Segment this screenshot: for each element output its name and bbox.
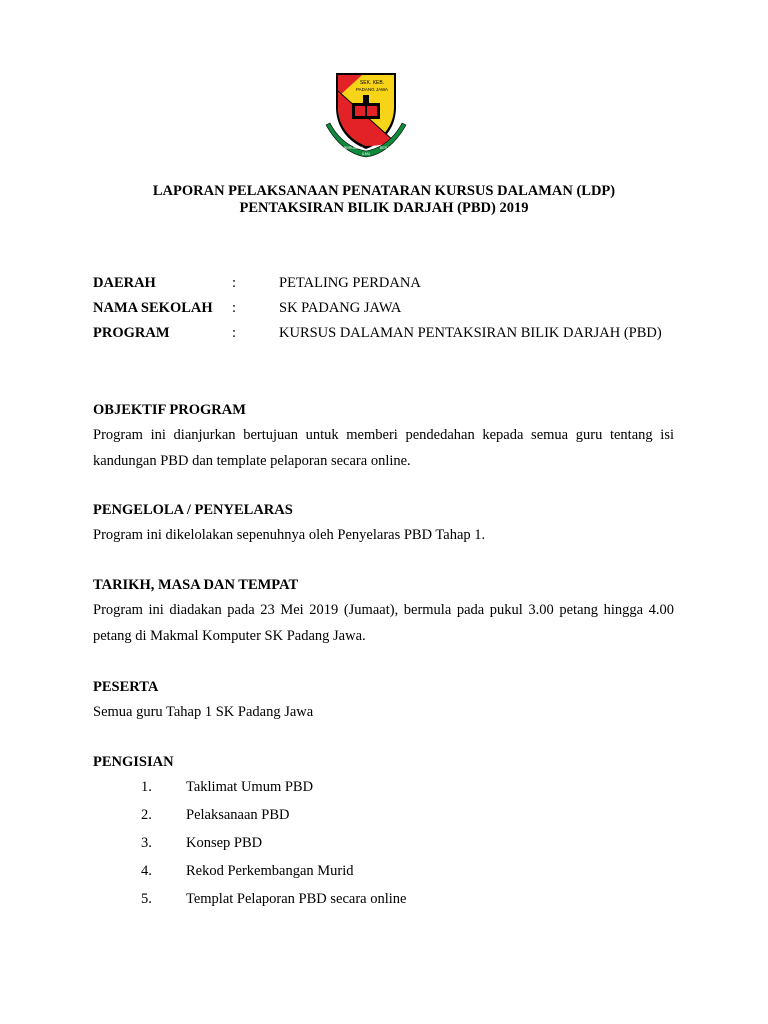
title-line-2: PENTAKSIRAN BILIK DARJAH (PBD) 2019	[239, 200, 529, 216]
logo-band-center: ILMU	[361, 152, 371, 156]
info-value: PETALING PERDANA	[279, 275, 421, 291]
list-number: 5.	[141, 891, 152, 907]
list-text: Pelaksanaan PBD	[186, 807, 290, 823]
list-number: 4.	[141, 863, 152, 879]
report-title	[0, 183, 768, 217]
list-text: Konsep PBD	[186, 835, 263, 851]
info-colon: :	[232, 300, 237, 316]
objektif-heading: OBJEKTIF PROGRAM	[93, 402, 246, 418]
logo-band-left: BERUSAHA	[344, 146, 364, 150]
school-crest-logo	[322, 69, 410, 161]
info-label: NAMA SEKOLAH	[93, 300, 213, 316]
list-number: 1.	[141, 779, 152, 795]
info-label: DAERAH	[93, 275, 156, 291]
tarikh-body: Program ini diadakan pada 23 Mei 2019 (Jumaat), bermula pada pukul 3.00 petang hingga 4.00 petang di Makmal Komputer SK Padang Jawa.	[93, 602, 674, 644]
list-number: 3.	[141, 835, 152, 851]
info-label: PROGRAM	[93, 325, 170, 341]
list-text: Rekod Perkembangan Murid	[186, 863, 354, 879]
info-colon: :	[232, 275, 237, 291]
title-line-1: LAPORAN PELAKSANAAN PENATARAN KURSUS DALAMAN (LDP)	[152, 183, 616, 199]
list-text: Templat Pelaporan PBD secara online	[186, 891, 407, 907]
logo-text-top-1: SEK. KEB.	[359, 80, 385, 86]
info-value: KURSUS DALAMAN PENTAKSIRAN BILIK DARJAH (PBD)	[279, 325, 662, 341]
peserta-body: Semua guru Tahap 1 SK Padang Jawa	[93, 704, 314, 720]
tarikh-heading: TARIKH, MASA DAN TEMPAT	[93, 577, 299, 593]
pengelola-body: Program ini dikelolakan sepenuhnya oleh Penyelaras PBD Tahap 1.	[93, 527, 486, 543]
list-number: 2.	[141, 807, 152, 823]
info-value: SK PADANG JAWA	[279, 300, 402, 316]
peserta-heading: PESERTA	[93, 679, 159, 695]
logo-band-right: BERJAYA	[380, 146, 396, 150]
objektif-body: Program ini dianjurkan bertujuan untuk memberi pendedahan kepada semua guru tentang isi kandungan PBD dan template pelaporan secara online.	[93, 427, 674, 469]
logo-text-top-2: PADANG JAWA	[355, 87, 389, 92]
info-colon: :	[232, 325, 237, 341]
pengisian-heading: PENGISIAN	[93, 754, 174, 770]
pengelola-heading: PENGELOLA / PENYELARAS	[93, 502, 293, 518]
list-text: Taklimat Umum PBD	[186, 779, 314, 795]
